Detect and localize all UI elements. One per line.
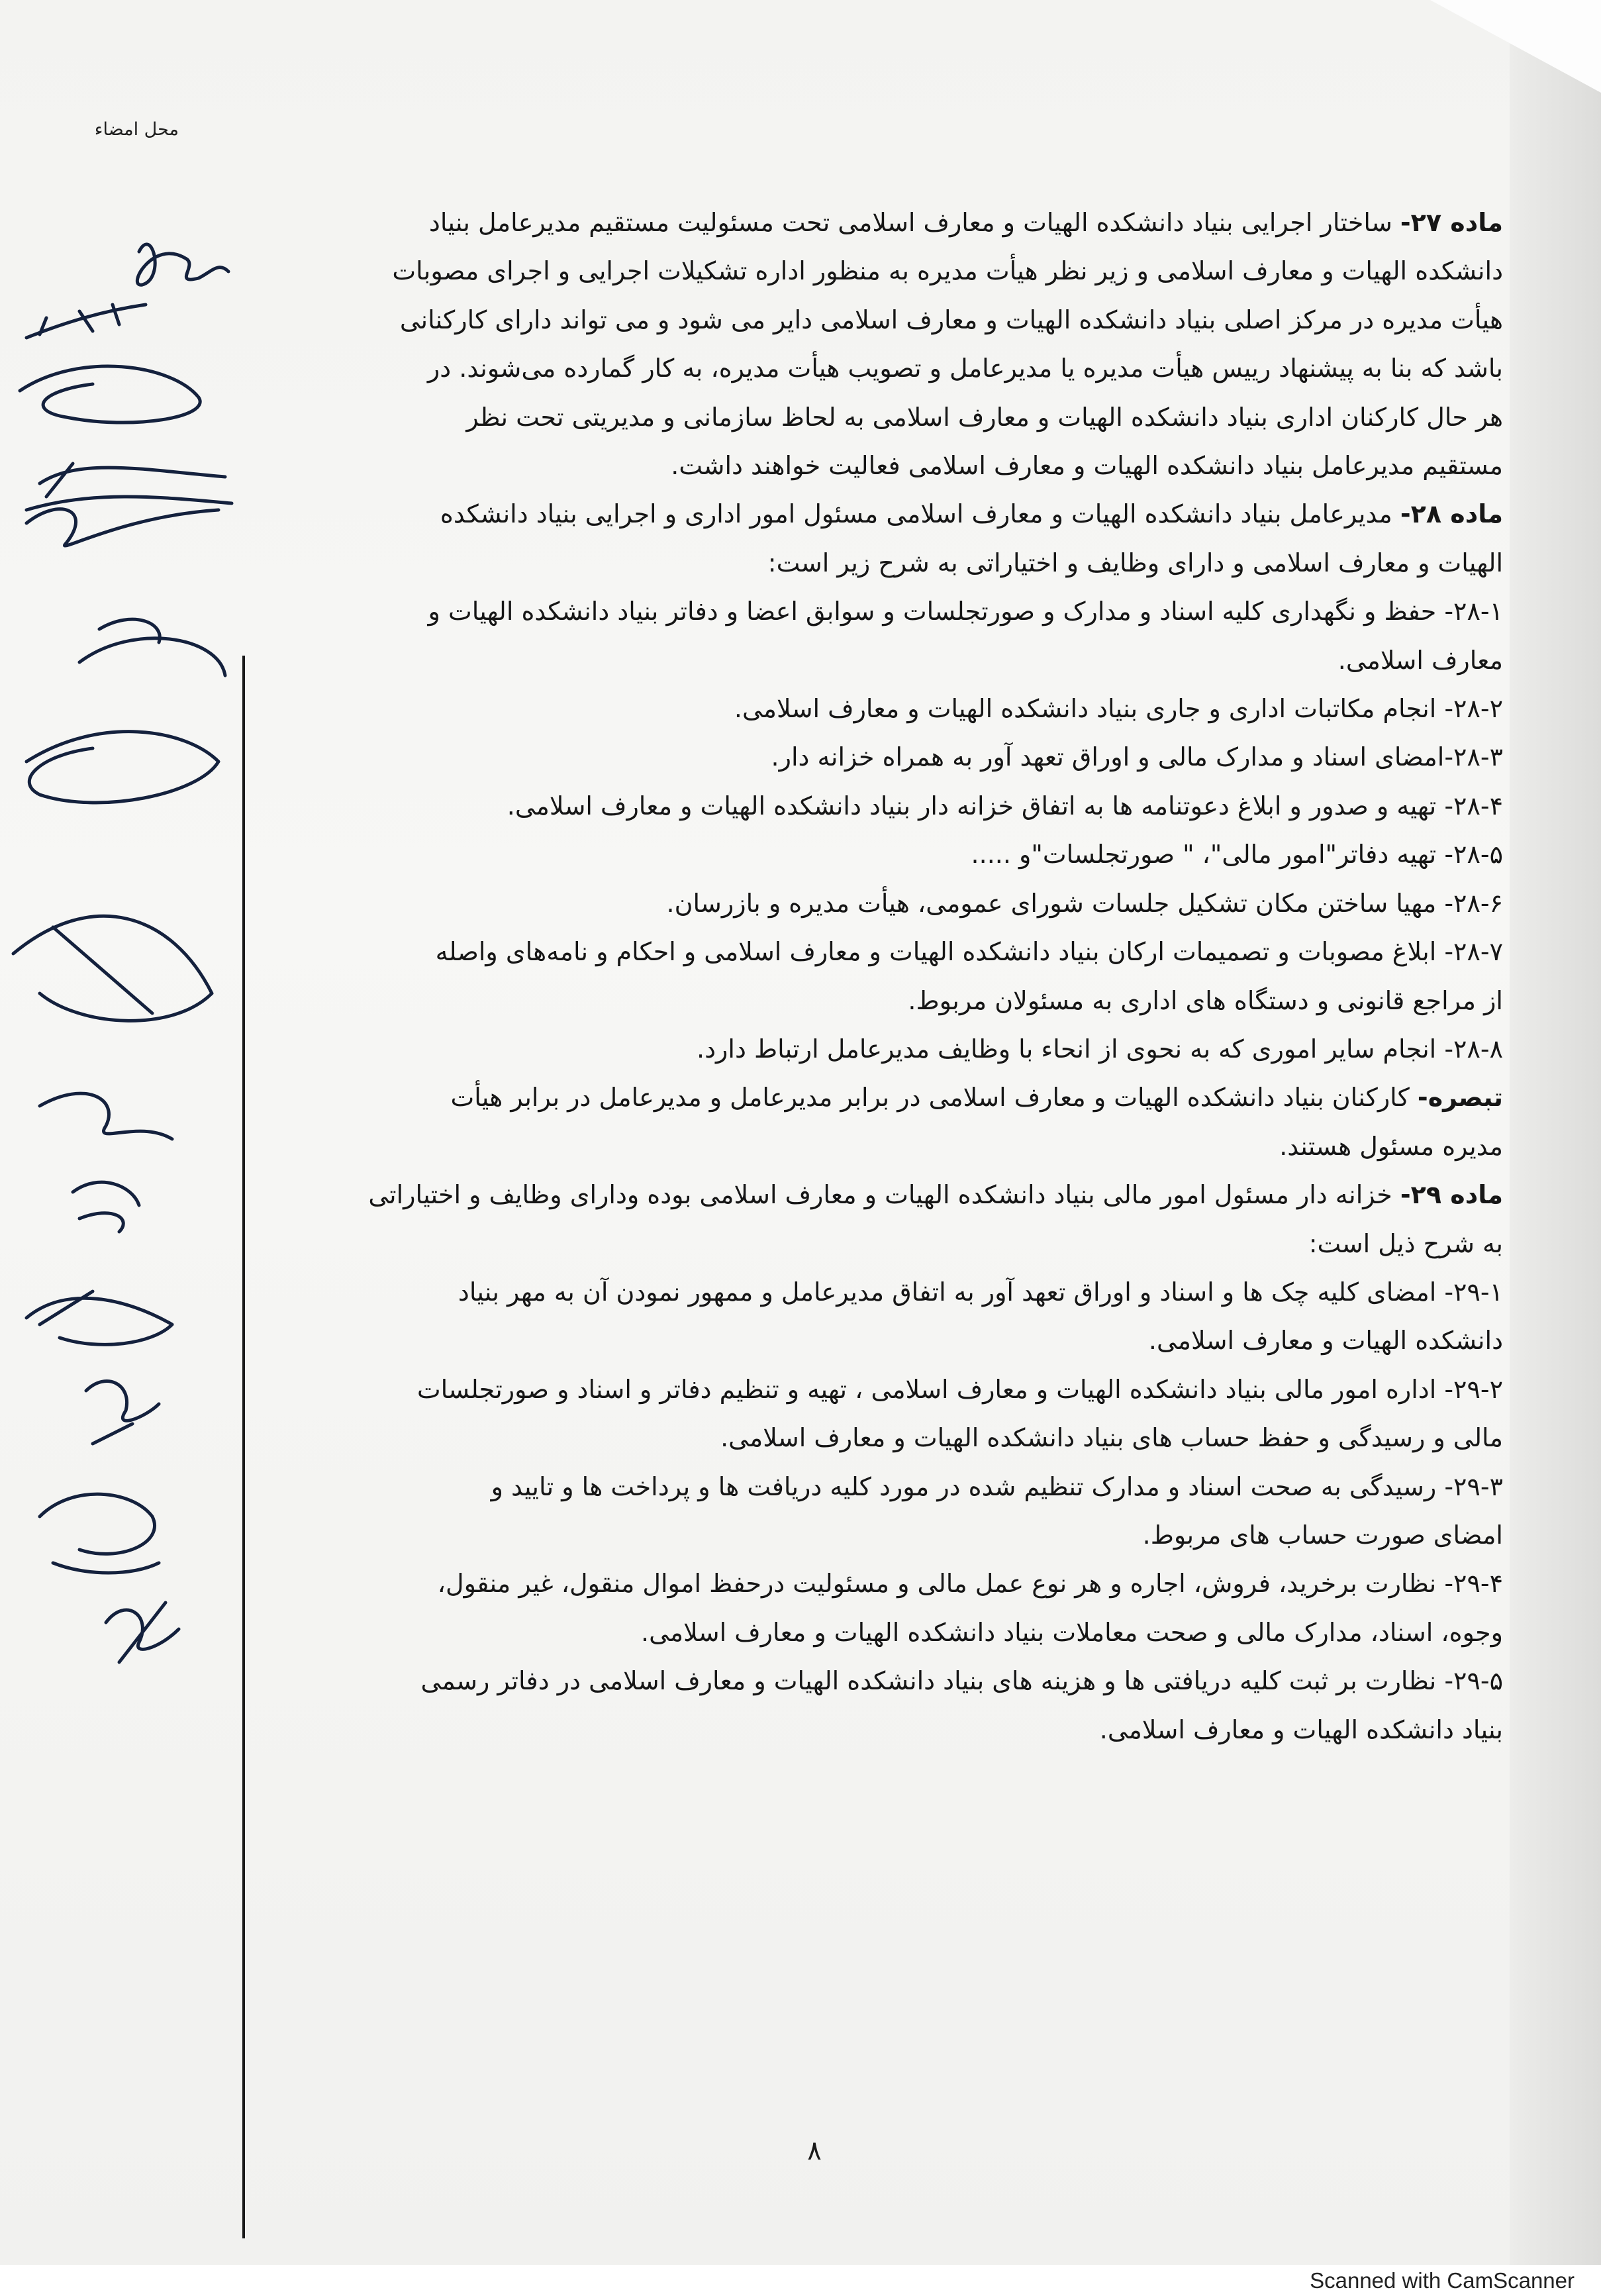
text-line bbox=[262, 247, 1503, 295]
text-line bbox=[262, 539, 1503, 587]
article-heading: ماده ۲۸- bbox=[1400, 499, 1503, 529]
signature-10 bbox=[26, 1291, 172, 1344]
text-line bbox=[262, 296, 1503, 344]
article-text: ۲۸-۶- مهیا ساختن مکان تشکیل جلسات شورای عمومی، هیأت مدیره و بازرسان. bbox=[666, 888, 1503, 918]
signature-5 bbox=[79, 619, 225, 675]
page-shadow-edge bbox=[1510, 0, 1601, 2265]
article-text: الهیات و معارف اسلامی و دارای وظایف و اختیاراتی به شرح زیر است: bbox=[767, 548, 1503, 577]
article-text: امضای صورت حساب های مربوط. bbox=[1142, 1520, 1503, 1550]
signature-area-label: محل امضاء bbox=[94, 119, 179, 140]
article-text: مالی و رسیدگی و حفظ حساب های بنیاد دانشکده الهیات و معارف اسلامی. bbox=[720, 1423, 1503, 1453]
article-text: مستقیم مدیرعامل بنیاد دانشکده الهیات و معارف اسلامی فعالیت خواهند داشت. bbox=[671, 451, 1503, 481]
signature-3 bbox=[26, 464, 232, 510]
article-text: کارکنان بنیاد دانشکده الهیات و معارف اسلامی در برابر مدیرعامل و مدیرعامل در برابر هیأت bbox=[450, 1083, 1418, 1113]
text-line bbox=[262, 1317, 1503, 1365]
article-text: ساختار اجرایی بنیاد دانشکده الهیات و معارف اسلامی تحت مسئولیت مستقیم مدیرعامل بنیاد bbox=[428, 208, 1400, 237]
text-line bbox=[262, 782, 1503, 830]
text-line bbox=[262, 442, 1503, 490]
article-text: ۲۸-۵- تهیه دفاتر"امور مالی"، " صورتجلسات"و ..... bbox=[971, 840, 1503, 870]
article-heading: تبصره- bbox=[1417, 1083, 1503, 1113]
signature-13 bbox=[106, 1603, 179, 1662]
article-text: ۲۹-۱- امضای کلیه چک ها و اسناد و اوراق تعهد آور به اتفاق مدیرعامل و ممهور نمودن آن به مهر بنیاد bbox=[458, 1277, 1503, 1307]
text-line bbox=[262, 636, 1503, 685]
text-line bbox=[262, 1073, 1503, 1122]
text-line bbox=[262, 733, 1503, 781]
article-text: هیأت مدیره در مرکز اصلی بنیاد دانشکده الهیات و معارف اسلامی دایر می شود و می تواند دارای کارکنانی bbox=[399, 305, 1503, 334]
signature-12 bbox=[40, 1494, 159, 1573]
article-text: ۲۸-۸- انجام سایر اموری که به نحوی از انحاء با وظایف مدیرعامل ارتباط دارد. bbox=[697, 1034, 1503, 1064]
article-text: دانشکده الهیات و معارف اسلامی. bbox=[1148, 1326, 1503, 1356]
article-text: ۲۸-۱- حفظ و نگهداری کلیه اسناد و مدارک و صورتجلسات و سوابق اعضا و دفاتر بنیاد دانشکده الهیات و bbox=[428, 597, 1503, 626]
text-line bbox=[262, 1414, 1503, 1462]
article-text: مدیرعامل بنیاد دانشکده الهیات و معارف اسلامی مسئول امور اداری و اجرایی بنیاد دانشکده bbox=[440, 499, 1400, 529]
text-line bbox=[262, 1123, 1503, 1171]
text-line bbox=[262, 1171, 1503, 1219]
text-line bbox=[262, 1220, 1503, 1268]
text-line bbox=[262, 1511, 1503, 1560]
article-text: ۲۹-۲- اداره امور مالی بنیاد دانشکده الهیات و معارف اسلامی ، تهیه و تنظیم دفاتر و اسناد و صورتجلسات bbox=[416, 1374, 1503, 1404]
article-text: ۲۹-۴- نظارت برخرید، فروش، اجاره و هر نوع عمل مالی و مسئولیت درحفظ اموال منقول، غیر منقول، bbox=[437, 1569, 1503, 1599]
article-heading: ماده ۲۷- bbox=[1400, 208, 1503, 237]
text-line bbox=[262, 1609, 1503, 1657]
text-line bbox=[262, 1463, 1503, 1511]
text-line bbox=[262, 393, 1503, 442]
text-line bbox=[262, 977, 1503, 1025]
text-line bbox=[262, 1025, 1503, 1073]
text-line bbox=[262, 1706, 1503, 1754]
camscanner-watermark: Scanned with CamScanner bbox=[1310, 2268, 1575, 2293]
article-text: ۲۹-۳- رسیدگی به صحت اسناد و مدارک تنظیم شده در مورد کلیه دریافت ها و پرداخت ها و تایید و bbox=[491, 1472, 1503, 1501]
text-line bbox=[262, 830, 1503, 879]
text-line bbox=[262, 1560, 1503, 1608]
text-line bbox=[262, 1268, 1503, 1317]
article-text: به شرح ذیل است: bbox=[1308, 1228, 1503, 1258]
article-text: بنیاد دانشکده الهیات و معارف اسلامی. bbox=[1099, 1715, 1503, 1744]
article-heading: ماده ۲۹- bbox=[1400, 1180, 1503, 1210]
article-text: هر حال کارکنان اداری بنیاد دانشکده الهیات و معارف اسلامی به لحاظ سازمانی و مدیریتی تحت نظر bbox=[466, 402, 1503, 432]
text-line bbox=[262, 587, 1503, 636]
signature-7 bbox=[13, 916, 212, 1021]
signature-date-scribble bbox=[26, 305, 146, 338]
article-text: ۲۹-۵- نظارت بر ثبت کلیه دریافتی ها و هزینه های بنیاد دانشکده الهیات و معارف اسلامی در دفاتر رسمی bbox=[420, 1666, 1503, 1696]
article-text: ۲۸-۳-امضای اسناد و مدارک مالی و اوراق تعهد آور به همراه خزانه دار. bbox=[771, 742, 1503, 772]
text-line bbox=[262, 928, 1503, 976]
signature-1 bbox=[137, 244, 228, 285]
article-text: ۲۸-۴- تهیه و صدور و ابلاغ دعوتنامه ها به اتفاق خزانه دار بنیاد دانشکده الهیات و معارف اسلامی. bbox=[507, 791, 1503, 821]
text-line bbox=[262, 199, 1503, 247]
text-line bbox=[262, 1366, 1503, 1414]
article-text: دانشکده الهیات و معارف اسلامی و زیر نظر هیأت مدیره به منظور اداره تشکیلات اجرایی و اجرای مصوبات bbox=[392, 256, 1503, 286]
signature-6 bbox=[26, 732, 218, 803]
handwritten-signatures bbox=[0, 199, 265, 1689]
signature-4 bbox=[26, 509, 218, 546]
document-body bbox=[262, 199, 1503, 1754]
article-text: از مراجع قانونی و دستگاه های اداری به مسئولان مربوط. bbox=[908, 985, 1503, 1015]
page-number: ۸ bbox=[807, 2136, 822, 2166]
text-line bbox=[262, 1657, 1503, 1705]
article-text: باشد که بنا به پیشنهاد رییس هیأت مدیره یا مدیرعامل و تصویب هیأت مدیره، به کار گمارده می‌شوند. در bbox=[427, 354, 1503, 383]
margin-rule-line bbox=[242, 656, 245, 2238]
article-text: معارف اسلامی. bbox=[1337, 645, 1503, 675]
signature-11 bbox=[86, 1381, 159, 1444]
page-corner-fold bbox=[1430, 0, 1601, 93]
signature-2 bbox=[20, 366, 200, 423]
article-text: ۲۸-۲- انجام مکاتبات اداری و جاری بنیاد دانشکده الهیات و معارف اسلامی. bbox=[734, 694, 1503, 724]
article-text: مدیره مسئول هستند. bbox=[1279, 1131, 1503, 1161]
text-line bbox=[262, 490, 1503, 538]
signature-8 bbox=[40, 1093, 172, 1139]
article-text: خزانه دار مسئول امور مالی بنیاد دانشکده الهیات و معارف اسلامی بوده ودارای وظایف و اختیاراتی bbox=[368, 1180, 1400, 1210]
text-line bbox=[262, 879, 1503, 928]
signature-9 bbox=[73, 1182, 139, 1232]
text-line bbox=[262, 344, 1503, 393]
article-text: ۲۸-۷- ابلاغ مصوبات و تصمیمات ارکان بنیاد دانشکده الهیات و معارف اسلامی و احکام و نامه‌های واصله bbox=[435, 937, 1503, 967]
article-text: وجوه، اسناد، مدارک مالی و صحت معاملات بنیاد دانشکده الهیات و معارف اسلامی. bbox=[641, 1617, 1503, 1647]
text-line bbox=[262, 685, 1503, 733]
